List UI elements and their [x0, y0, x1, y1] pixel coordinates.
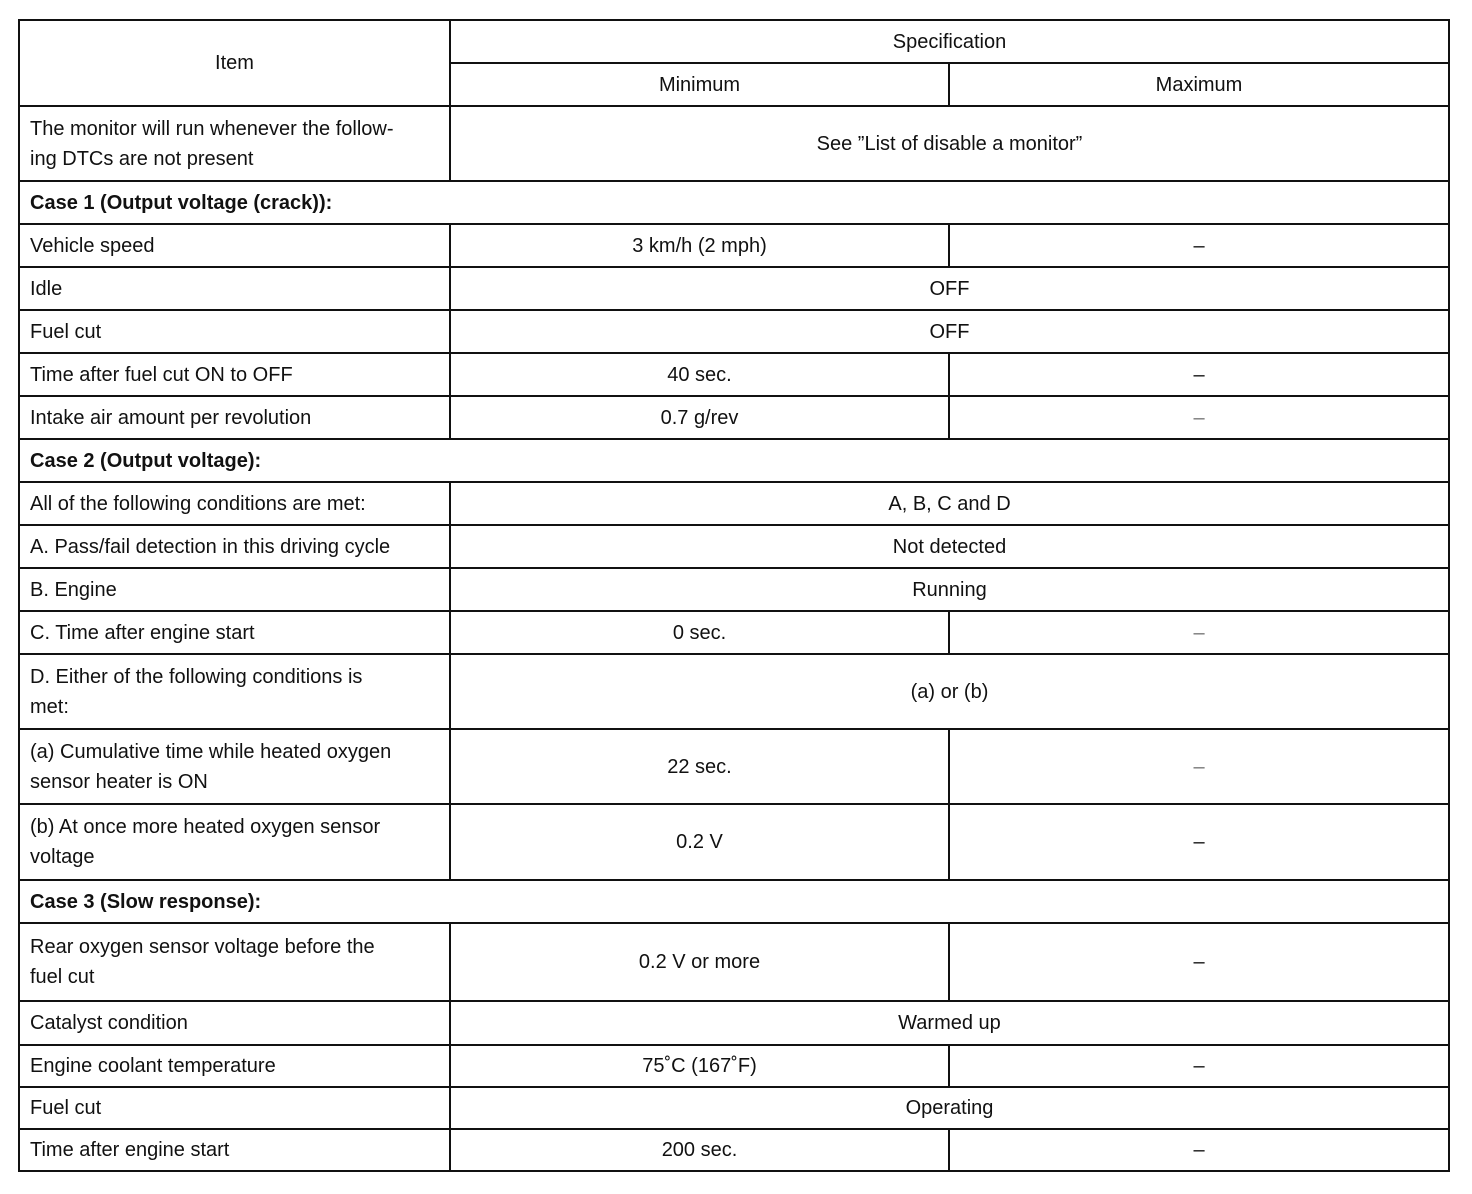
table-row — [19, 804, 1449, 880]
row-value: OFF — [450, 310, 1449, 353]
row-max: – — [949, 1045, 1449, 1087]
row-item — [19, 923, 450, 1001]
row-item-line: sensor heater is ON — [30, 770, 208, 793]
row-value: (a) or (b) — [450, 654, 1449, 729]
header-specification: Specification — [450, 20, 1449, 63]
row-min: 75˚C (167˚F) — [450, 1045, 949, 1087]
row-value: Operating — [450, 1087, 1449, 1129]
row-min: 0.2 V — [450, 804, 949, 880]
table-row — [19, 1129, 1449, 1171]
row-max: – — [949, 1129, 1449, 1171]
row-max: – — [949, 353, 1449, 396]
row-value: OFF — [450, 267, 1449, 310]
row-item — [19, 729, 450, 804]
table-row — [19, 396, 1449, 439]
table-row — [19, 923, 1449, 1001]
case-heading: Case 3 (Slow response): — [19, 880, 1449, 923]
row-item: Time after engine start — [19, 1129, 450, 1171]
row-min: 3 km/h (2 mph) — [450, 224, 949, 267]
row-item-line: The monitor will run whenever the follow- — [30, 117, 394, 140]
row-min: 200 sec. — [450, 1129, 949, 1171]
row-item-line: D. Either of the following conditions is — [30, 665, 363, 688]
header-maximum: Maximum — [949, 63, 1449, 106]
row-min: 0.2 V or more — [450, 923, 949, 1001]
row-min: 0.7 g/rev — [450, 396, 949, 439]
case-heading-row — [19, 439, 1449, 482]
row-min: 40 sec. — [450, 353, 949, 396]
row-max: – — [949, 224, 1449, 267]
header-item: Item — [19, 20, 450, 106]
table-row — [19, 482, 1449, 525]
row-item: Catalyst condition — [19, 1001, 450, 1045]
row-max: – — [949, 923, 1449, 1001]
row-item-line: fuel cut — [30, 966, 95, 988]
case-heading-row — [19, 880, 1449, 923]
row-item: A. Pass/fail detection in this driving cycle — [19, 525, 450, 568]
row-item: Fuel cut — [19, 1087, 450, 1129]
table-row — [19, 1045, 1449, 1087]
row-item-line: Rear oxygen sensor voltage before the — [30, 936, 375, 958]
row-max: – — [949, 804, 1449, 880]
table-row — [19, 611, 1449, 654]
row-item — [19, 654, 450, 729]
row-item: Idle — [19, 267, 450, 310]
row-max: – — [949, 396, 1449, 439]
row-item: Engine coolant temperature — [19, 1045, 450, 1087]
row-item — [19, 804, 450, 880]
row-item-line: voltage — [30, 846, 95, 868]
row-value: Running — [450, 568, 1449, 611]
row-max: – — [949, 729, 1449, 804]
row-value: A, B, C and D — [450, 482, 1449, 525]
row-max: – — [949, 611, 1449, 654]
table-row — [19, 353, 1449, 396]
row-item: Intake air amount per revolution — [19, 396, 450, 439]
row-item-line: met: — [30, 695, 69, 718]
case-heading: Case 2 (Output voltage): — [19, 439, 1449, 482]
case-heading: Case 1 (Output voltage (crack)): — [19, 181, 1449, 224]
table-row — [19, 310, 1449, 353]
row-item: B. Engine — [19, 568, 450, 611]
table-row — [19, 1087, 1449, 1129]
row-item-line: (a) Cumulative time while heated oxygen — [30, 740, 392, 763]
row-min: 22 sec. — [450, 729, 949, 804]
row-value: Warmed up — [450, 1001, 1449, 1045]
table-header-row — [19, 20, 1449, 63]
table-row — [19, 729, 1449, 804]
row-value: See ”List of disable a monitor” — [450, 106, 1449, 181]
header-minimum: Minimum — [450, 63, 949, 106]
table-row — [19, 224, 1449, 267]
table-row — [19, 525, 1449, 568]
table-row — [19, 1001, 1449, 1045]
table-row — [19, 568, 1449, 611]
specification-table — [18, 19, 1450, 1172]
row-min: 0 sec. — [450, 611, 949, 654]
table-row — [19, 267, 1449, 310]
row-item: Time after fuel cut ON to OFF — [19, 353, 450, 396]
row-item — [19, 106, 450, 181]
row-item: All of the following conditions are met: — [19, 482, 450, 525]
case-heading-row — [19, 181, 1449, 224]
row-item: Fuel cut — [19, 310, 450, 353]
row-value: Not detected — [450, 525, 1449, 568]
table-row — [19, 106, 1449, 181]
row-item-line: ing DTCs are not present — [30, 147, 254, 170]
row-item: C. Time after engine start — [19, 611, 450, 654]
row-item-line: (b) At once more heated oxygen sensor — [30, 816, 381, 838]
row-item: Vehicle speed — [19, 224, 450, 267]
table-row — [19, 654, 1449, 729]
